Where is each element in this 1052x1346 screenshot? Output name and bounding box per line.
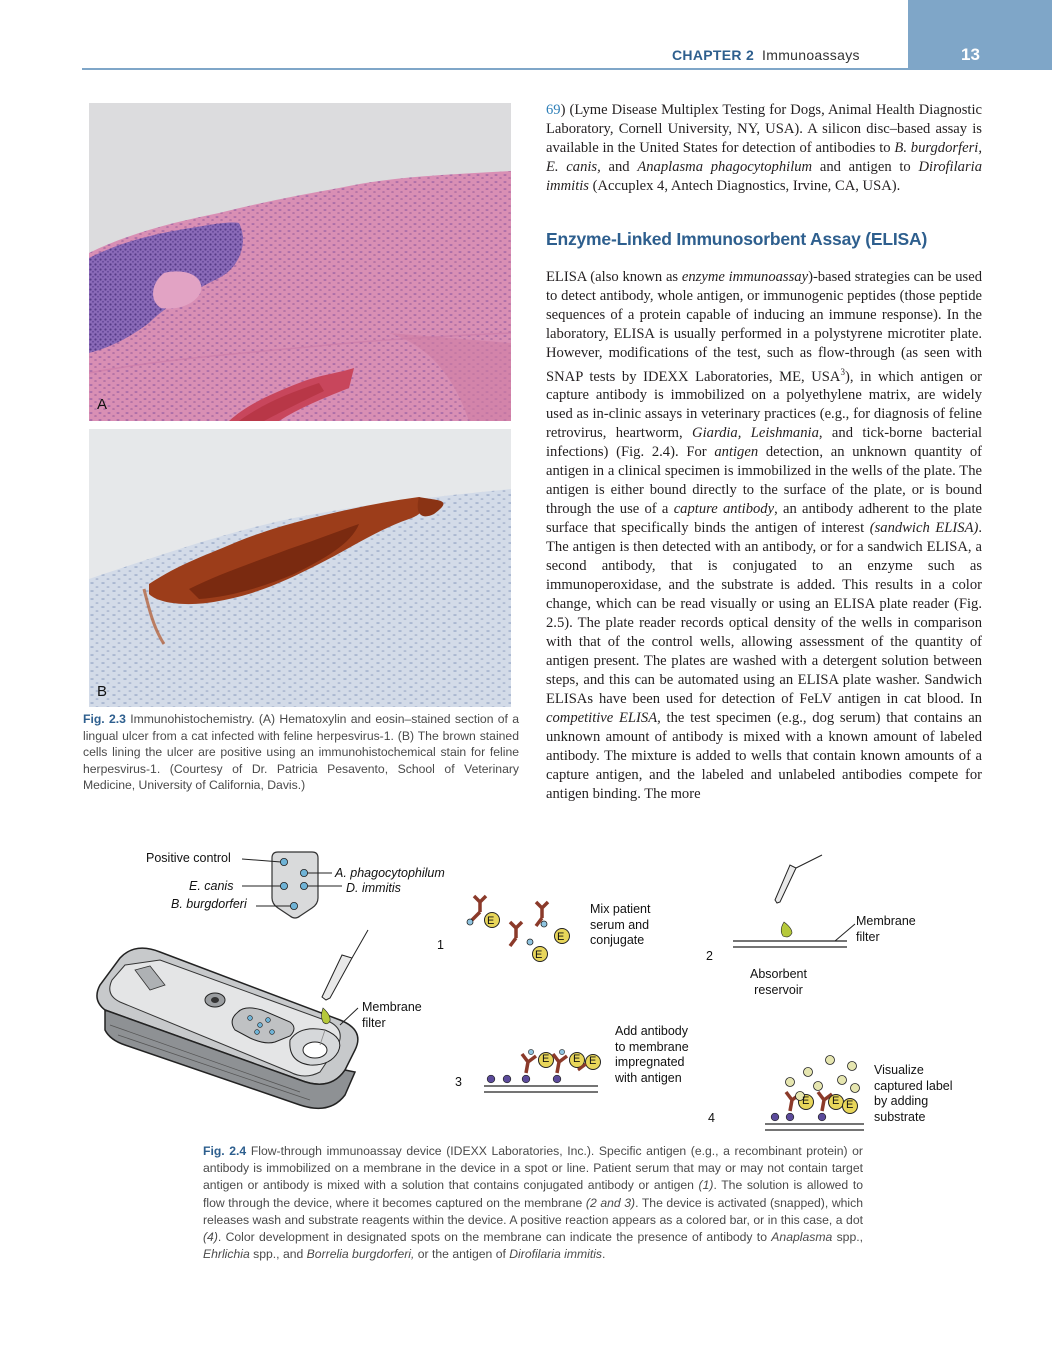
label-step4: Visualize captured label by adding substrate	[874, 1063, 953, 1124]
intro-species-1: B. burgdorferi, E. canis,	[546, 140, 982, 175]
fig23-caption-text: Immunohistochemistry. (A) Hematoxylin and eosin–stained section of a lingual ulcer from a cat infected with feline herpesvirus-1. (B) The brown stained cells lining the ulcer are positive using an immunohistochemical stain for feline herpesvirus-1. (Courtesy of Dr. Patricia Pesavento, School of Veterinary Medicine, University of California, Davis.)	[83, 712, 520, 793]
caption-text: . The device is activated (snapped), which releases wash and substrate reagents within the device. A positive reaction appears as a colored bar, or in this case, a dot	[203, 1195, 863, 1227]
body-text: ). For	[670, 444, 715, 461]
intro-species-2: Anaplasma phagocytophilum	[637, 159, 813, 175]
caption-italic: Dirofilaria immitis	[509, 1247, 603, 1262]
enzyme-label: E	[832, 1095, 840, 1107]
caption-text: spp.,	[832, 1230, 863, 1245]
fig23-caption-number: Fig. 2.3	[83, 712, 126, 726]
intro-species-3: Dirofilaria immitis	[546, 159, 982, 194]
caption-text: . Color development in designated spots on the membrane can indicate the presence of antibody to	[217, 1230, 772, 1245]
label-absorbent-reservoir: Absorbent reservoir	[750, 967, 807, 997]
label-a-phagocytophilum: A. phagocytophilum	[335, 866, 445, 880]
spot-layout-card	[242, 852, 342, 918]
reference-link-69[interactable]: 69	[546, 102, 561, 118]
chapter-label: CHAPTER 2	[672, 47, 755, 63]
caption-italic: (2 and 3)	[585, 1195, 636, 1210]
label-b-burgdorferi: B. burgdorferi	[171, 897, 247, 911]
enzyme-label: E	[487, 915, 495, 927]
caption-italic: Borrelia burgdorferi,	[306, 1247, 415, 1262]
caption-italic: (1)	[698, 1178, 714, 1193]
body-italic: Giardia, Leishmania	[692, 425, 819, 442]
step-number-2: 2	[706, 949, 713, 963]
label-e-canis: E. canis	[189, 879, 234, 893]
intro-text-1: ) (Lyme Disease Multiplex Testing for Dogs, Animal Health Diagnostic Laboratory, Cornell University, NY, USA). A silicon disc–based assay is available in the United States for detection of antibodies to	[546, 102, 982, 156]
fig24-illustration	[0, 840, 1052, 1140]
caption-italic: (4)	[203, 1230, 218, 1245]
panel-b-label: B	[97, 683, 108, 700]
label-membrane-filter-device: Membrane filter	[362, 1000, 422, 1030]
fig23-panel-b-image	[89, 429, 511, 707]
body-text: the test specimen (e.g., dog serum) that contains an unknown amount of antibody is mixed with a known amount of labeled antibody. The mixture is added to wells that contain known amounts of a capture antigen, and the labeled and unlabeled antibodies compete for antigen binding. The more	[546, 710, 982, 803]
snap-device	[97, 948, 358, 1108]
intro-text-2: and antigen to	[812, 159, 919, 175]
body-italic: antigen	[714, 444, 759, 461]
ihc-stain-micrograph	[89, 429, 511, 707]
caption-text: . The solution is allowed to flow through the device, where it becomes captured on the membrane	[203, 1178, 863, 1210]
enzyme-label: E	[573, 1053, 581, 1065]
label-membrane-filter-step2: Membrane filter	[856, 914, 916, 944]
section-heading: Enzyme-Linked Immunosorbent Assay (ELISA)	[546, 229, 928, 249]
intro-and: and	[600, 159, 638, 175]
step-number-3: 3	[455, 1075, 462, 1089]
caption-italic: Ehrlichia	[203, 1247, 250, 1262]
running-head	[672, 47, 860, 63]
body-text: )-based strategies can be used to detect antibody, whole antigen, or immunogenic peptides (those peptide sequences of a protein capable of inducing an immune response). In the laboratory, ELISA is usually performed in a polystyrene microtiter plate. However, modifications of the test, such as flow-through (as seen with SNAP tests by IDEXX Laboratories, ME, USA	[546, 268, 983, 385]
fig24-caption-number: Fig. 2.4	[203, 1144, 247, 1158]
chapter-title: Immunoassays	[762, 47, 860, 63]
label-step3: Add antibody to membrane impregnated with antigen	[615, 1024, 689, 1085]
page-number: 13	[961, 45, 980, 64]
figure-link-2-4[interactable]: Fig. 2.4	[621, 444, 671, 461]
enzyme-label: E	[557, 931, 565, 943]
caption-text: .	[602, 1247, 606, 1262]
caption-text: or the antigen of	[414, 1247, 510, 1262]
body-text: detection, an unknown quantity of antigen in a clinical specimen is immobilized in the wells of the plate. The antigen is either bound directly to the surface of the plate, or is bound through the use of a	[546, 444, 982, 518]
body-text: ELISA (also known as	[546, 268, 682, 285]
elisa-paragraph	[546, 253, 982, 819]
body-italic: capture antibody	[673, 501, 775, 518]
caption-text: spp., and	[249, 1247, 307, 1262]
body-text: , and tick-borne bacterial infections) (	[546, 425, 982, 461]
he-stain-micrograph	[89, 103, 511, 421]
fig24-caption	[203, 1143, 863, 1263]
intro-paragraph	[546, 101, 982, 196]
body-italic: enzyme immunoassay	[681, 268, 809, 285]
reference-link-3[interactable]: 3	[840, 366, 845, 377]
body-italic: (sandwich ELISA)	[869, 520, 979, 537]
enzyme-label: E	[846, 1099, 854, 1111]
step4-membrane	[765, 1056, 864, 1131]
step-number-1: 1	[437, 938, 444, 952]
fig23-caption	[83, 711, 519, 794]
body-text: , an antibody adherent to the plate surface that specifically binds the antigen of interest	[546, 501, 982, 537]
body-italic: competitive ELISA,	[546, 710, 661, 727]
enzyme-label: E	[535, 949, 543, 961]
intro-text-3: (Accuplex 4, Antech Diagnostics, Irvine, CA, USA).	[588, 178, 901, 194]
enzyme-label: E	[542, 1053, 550, 1065]
body-text: ), in which antigen or capture antibody is immobilized on a polyethylene matrix, are widely used as in-clinic assays in veterinary practices (e.g., for diagnosis of feline retrovirus, heartworm,	[546, 368, 983, 442]
step-number-4: 4	[708, 1111, 715, 1125]
enzyme-label: E	[589, 1055, 597, 1067]
step2-membrane	[733, 855, 855, 947]
body-text: . The antigen is then detected with an antibody, or for a sandwich ELISA, a second antibody, that is conjugated to an enzyme such as immunoperoxidase, and the substrate is added. This results in a color change, which can be read visually or using an ELISA plate reader (	[546, 520, 982, 613]
label-positive-control: Positive control	[146, 851, 231, 865]
body-text: ). The plate reader records optical density of the wells in comparison with that of the control wells, allowing assessment of the quantity of antigen present. The plates are washed with a detergent solution between steps, and this can be automated using an ELISA plate washer. Sandwich ELISAs have been used for detection of FeLV antigen in cat blood. In	[546, 615, 982, 708]
fig23-panel-a-image	[89, 103, 511, 421]
caption-text: Flow-through immunoassay device (IDEXX Laboratories, Inc.). Specific antigen (e.g., a recombinant protein) or antibody is immobilized on a membrane in the device in a spot or line. Patient serum that may or may not contain target antigen or antibody is mixed with a solution that contains conjugated antibody or antigen	[203, 1144, 863, 1193]
panel-a-label: A	[97, 396, 108, 413]
header-rule	[82, 68, 908, 70]
label-step1: Mix patient serum and conjugate	[590, 902, 651, 947]
caption-italic: Anaplasma	[771, 1230, 833, 1245]
step1-antibodies	[467, 896, 570, 962]
figure-link-2-5[interactable]: Fig. 2.5	[546, 596, 982, 632]
label-d-immitis: D. immitis	[346, 881, 401, 895]
enzyme-label: E	[802, 1095, 810, 1107]
